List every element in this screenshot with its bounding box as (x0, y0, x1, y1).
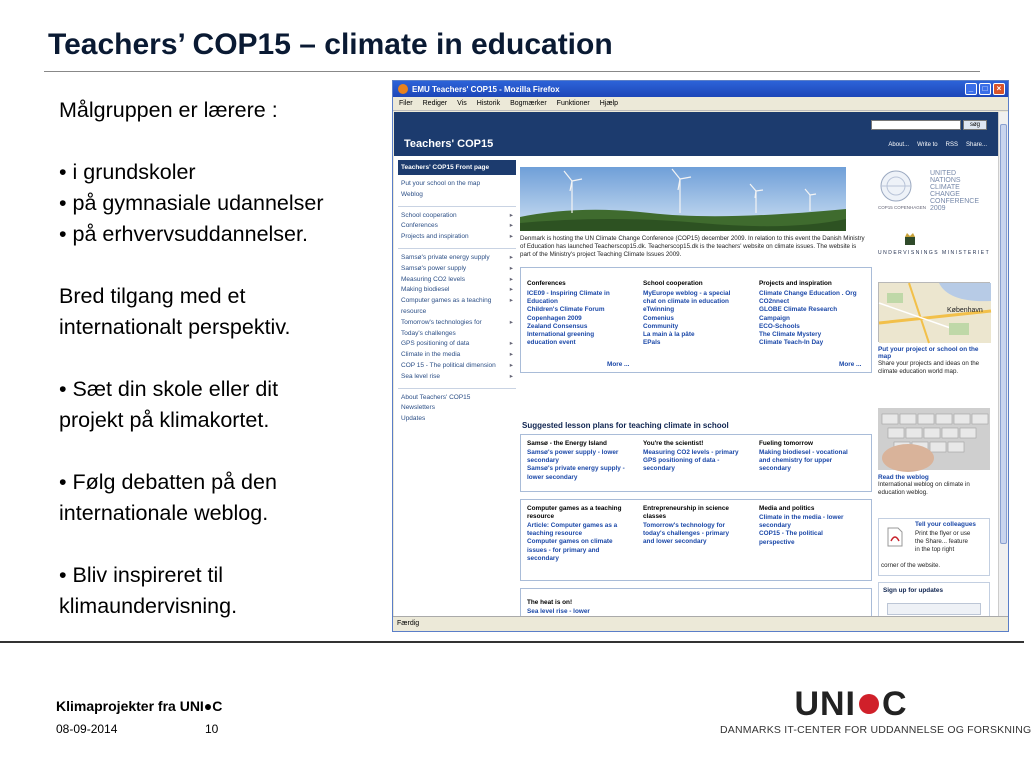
link: Sea level rise - lower (527, 608, 590, 615)
lesson-links (643, 522, 755, 547)
lesson-links (643, 449, 755, 474)
nav-item: COP 15 - The political dimension ▸ (398, 361, 516, 372)
share-link: Share... (965, 142, 987, 148)
un-line: UNITED (930, 170, 957, 177)
nav-separator (398, 383, 516, 389)
link: and chemistry for upper (759, 457, 833, 465)
nav-item: School cooperation ▸ (398, 211, 516, 222)
title-divider (44, 71, 980, 72)
link: La main à la pâte (643, 331, 695, 339)
link: secondary (643, 465, 675, 473)
signup-title: Sign up for updates (883, 587, 943, 594)
bullet-line: • Sæt din skole eller dit (59, 377, 279, 401)
bullet-gap (59, 343, 389, 374)
nav-separator (398, 201, 516, 207)
footer-divider (0, 641, 1024, 643)
link: Measuring CO2 levels - primary (643, 449, 739, 456)
lesson-heading: The heat is on! (527, 599, 573, 606)
column-heading: School cooperation (643, 280, 703, 287)
maximize-icon: □ (979, 83, 991, 95)
un-conference-text (930, 170, 979, 212)
lesson-heading-line: classes (643, 513, 667, 520)
link: Zealand Consensus (527, 322, 588, 330)
wind-turbines-photo (520, 167, 846, 231)
intro-text: Denmark is hosting the UN Climate Change Conference (COP15) december 2009. In relation to this event the Danish Ministry of Education has launched Teacherscop15.dk. Teacherscop15.dk is the teachers' website on climate issues. The website is part of the Ministry's project Teaching Climate Issues 2009. (520, 235, 865, 258)
link: Community (643, 322, 679, 330)
lesson-heading: Media and politics (759, 505, 815, 512)
link: Copenhagen 2009 (527, 314, 582, 322)
signup-input (887, 603, 981, 615)
bullet-line: internationalt perspektiv. (59, 315, 291, 339)
nav-item: Computer games as a teaching ▸ (398, 296, 516, 307)
lesson-plans-title: Suggested lesson plans for teaching climate in school (522, 421, 729, 430)
link: Making biodiesel - vocational (759, 449, 848, 456)
nav-item: Sea level rise ▸ (398, 372, 516, 383)
link: secondary (759, 522, 791, 530)
un-line: 2009 (930, 205, 946, 212)
column-heading: Projects and inspiration (759, 280, 832, 287)
link: Comenius (643, 314, 674, 322)
map-city-label: København (947, 307, 983, 314)
browser-window-title: EMU Teachers' COP15 - Mozilla Firefox (412, 84, 560, 94)
site-title: Teachers' COP15 (404, 138, 494, 150)
link: Climate Change Education . Org (759, 290, 857, 297)
browser-scrollbar (998, 112, 1008, 617)
menu-item: Bogmærker (510, 100, 547, 107)
tell-line: the Share... feature (915, 538, 968, 545)
link: ECO-Schools (759, 322, 800, 330)
cop15-label: COP15 COPENHAGEN (878, 205, 927, 210)
nav-item: Making biodiesel ▸ (398, 285, 516, 296)
bullet-line: klimaundervisning. (59, 594, 238, 618)
link: education event (527, 339, 576, 347)
lesson-heading: Fueling tomorrow (759, 440, 813, 447)
link: EPals (643, 339, 661, 347)
tell-title: Tell your colleagues (915, 521, 976, 528)
nav-item: Projects and inspiration ▸ (398, 232, 516, 243)
lesson-heading: Samsø - the Energy Island (527, 440, 607, 447)
bullet-line: • i grundskoler (59, 160, 196, 184)
scrollbar-thumb (1000, 124, 1007, 544)
lesson-links (759, 514, 871, 547)
tell-line: in the top right (915, 546, 955, 553)
menu-item: Rediger (422, 100, 448, 107)
column-links (759, 290, 871, 347)
nav-item: Samsø's power supply ▸ (398, 264, 516, 275)
nav-item: Newsletters (401, 404, 435, 412)
nav-item: Today's challenges (401, 329, 456, 337)
column-links (643, 290, 755, 347)
footer-date: 08-09-2014 (56, 722, 118, 736)
browser-menubar (393, 97, 1008, 111)
bullet-line: internationale weblog. (59, 501, 269, 525)
write-link: Write to (917, 142, 938, 148)
link: Tomorrow's technology for (643, 522, 725, 529)
map-box (878, 346, 990, 376)
crown-icon (904, 232, 916, 246)
bullet-line: • på erhvervsuddannelser. (59, 222, 308, 246)
tell-line: corner of the website. (881, 562, 941, 569)
map-box-text: Share your projects and ideas on the climate education world map. (878, 360, 980, 375)
link: today's challenges - primary (643, 530, 730, 538)
link: Samsø's private energy supply - (527, 465, 625, 473)
about-link: About... (888, 142, 910, 148)
nav-item: About Teachers' COP15 (401, 393, 471, 401)
un-conference-logo (878, 164, 990, 222)
keyboard-photo (878, 408, 990, 470)
link: eTwinning (643, 306, 675, 314)
lesson-heading-line: Entrepreneurship in science (643, 505, 729, 512)
bullet-gap (59, 126, 389, 157)
more-link: More ... (607, 361, 630, 368)
nav-separator (398, 243, 516, 249)
bullet-gap (59, 529, 389, 560)
link: CO2nnect (759, 298, 790, 306)
tell-line: Print the flyer or use (915, 530, 971, 537)
link: Article: Computer games as a (527, 522, 618, 529)
un-line: NATIONS (930, 177, 961, 184)
logo-text-uni: UNI (794, 684, 856, 723)
lesson-heading-line: Computer games as a teaching (527, 505, 622, 512)
footer-text: Klimaprojekter fra UNI●C (56, 698, 223, 714)
lesson-links (527, 522, 639, 563)
slide-number: 10 (205, 722, 219, 736)
map-thumbnail (878, 282, 990, 342)
window-controls (965, 83, 1008, 95)
nav-item: Tomorrow's technologies for ▸ (398, 318, 516, 329)
link: issues - for primary and (527, 546, 600, 554)
link: Computer games on climate (527, 538, 613, 546)
link: Education (527, 298, 558, 306)
menu-item: Historik (476, 100, 501, 107)
link: International greening (527, 331, 595, 339)
bullet-gap (59, 436, 389, 467)
nav-item: Samsø's private energy supply ▸ (398, 253, 516, 264)
lesson-links (759, 449, 871, 474)
site-top-links (888, 142, 987, 148)
un-line: CHANGE (930, 191, 960, 198)
site-search-button: søg (963, 120, 987, 130)
map-box-title: Put your project or school on the map (878, 346, 979, 360)
tell-colleagues-box (878, 518, 990, 576)
nav-item: resource (401, 307, 427, 315)
lesson-heading-line: resource (527, 513, 554, 520)
browser-window-screenshot (392, 80, 1009, 632)
firefox-icon (398, 84, 408, 94)
bullet-gap (59, 250, 389, 281)
column-heading: Conferences (527, 280, 566, 287)
link: Children's Climate Forum (527, 306, 605, 314)
link: GLOBE Climate Research (759, 306, 838, 314)
lesson-row (520, 434, 872, 492)
link: secondary (759, 465, 791, 473)
link: secondary (527, 457, 559, 465)
nav-item: Updates (401, 415, 426, 423)
nav-item: Put your school on the map (401, 180, 481, 187)
weblog-box (878, 474, 990, 497)
link: and lower secondary (643, 538, 707, 546)
logo-text-c: C (882, 684, 908, 723)
link: Climate Teach-In Day (759, 339, 824, 347)
link: Samsø's power supply - lower (527, 449, 619, 456)
link: GPS positioning of data - (643, 457, 720, 465)
rss-link: RSS (945, 142, 958, 148)
link: chat on climate in education (643, 298, 729, 306)
ministry-name: UNDERVISNINGS MINISTERIET (878, 250, 991, 256)
lesson-links (527, 449, 639, 482)
logo-red-dot (859, 694, 879, 714)
bullet-line: Bred tilgang med et (59, 284, 246, 308)
web-page (394, 112, 999, 617)
more-link: More ... (839, 361, 862, 368)
link: The Climate Mystery (759, 331, 822, 339)
link: lower secondary (527, 473, 578, 481)
browser-titlebar (393, 81, 1008, 97)
lesson-row (520, 499, 872, 581)
nav-item: GPS positioning of data ▸ (398, 339, 516, 350)
bullet-line: projekt på klimakortet. (59, 408, 270, 432)
weblog-title: Read the weblog (878, 474, 929, 481)
link: ICE09 - Inspiring Climate in (527, 290, 610, 297)
menu-item: Filer (399, 100, 413, 107)
nav-item: Measuring CO2 levels ▸ (398, 275, 516, 286)
menu-item: Hjælp (599, 100, 619, 107)
bullet-line: • Følg debatten på den (59, 470, 277, 494)
link: Campaign (759, 314, 790, 322)
browser-statusbar: Færdig (393, 616, 1008, 631)
lesson-heading: You're the scientist! (643, 440, 704, 447)
tell-text (915, 530, 970, 554)
logo-subtitle: DANMARKS IT-CENTER FOR UDDANNELSE OG FORSKNING (720, 724, 1031, 736)
site-header (394, 112, 999, 156)
link: teaching resource (527, 530, 583, 538)
link: Climate in the media - lower (759, 514, 844, 521)
nav-head: Teachers' COP15 Front page (398, 160, 516, 175)
bullet-line: • Bliv inspireret til (59, 563, 224, 587)
lesson-heading (527, 505, 639, 521)
nav-item: Conferences ▸ (398, 221, 516, 232)
cop15-globe-icon (880, 170, 912, 202)
bullet-line: Målgruppen er lærere : (59, 98, 278, 122)
site-left-nav (398, 160, 516, 425)
nav-item: Weblog (401, 190, 423, 198)
column-links (527, 290, 639, 347)
menu-item: Funktioner (556, 100, 590, 107)
menu-item: Vis (457, 100, 467, 107)
pdf-flyer-icon (887, 527, 903, 547)
unic-logo (720, 684, 1031, 736)
link: perspective (759, 538, 795, 546)
site-search-input (871, 120, 961, 130)
links-box (520, 267, 872, 373)
nav-item: Climate in the media ▸ (398, 350, 516, 361)
un-line: CLIMATE (930, 184, 960, 191)
close-icon: × (993, 83, 1005, 95)
link: COP15 - The political (759, 530, 823, 538)
slide-title: Teachers’ COP15 – climate in education (48, 28, 613, 61)
weblog-text: International weblog on climate in education weblog. (878, 481, 970, 496)
ministry-logo (878, 230, 991, 266)
minimize-icon: _ (965, 83, 977, 95)
un-line: CONFERENCE (930, 198, 980, 205)
bullet-list (59, 95, 389, 622)
link: secondary (527, 554, 559, 562)
bullet-line: • på gymnasiale udannelser (59, 191, 324, 215)
link: MyEurope weblog - a special (643, 290, 731, 297)
unic-logo-word (720, 686, 982, 722)
lesson-heading (643, 505, 755, 521)
